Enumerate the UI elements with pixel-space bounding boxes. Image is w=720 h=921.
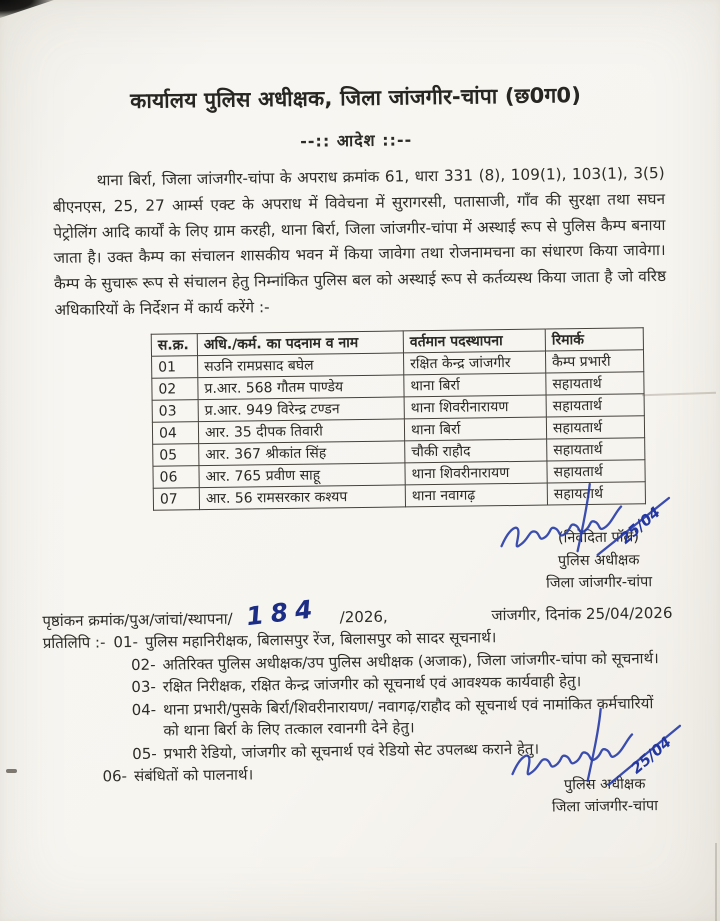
copy-item-number: 04-: [131, 700, 157, 719]
table-cell: सहायतार्थ: [547, 482, 645, 505]
table-cell: प्र.आर. 568 गौतम पाण्डेय: [198, 375, 404, 400]
signature-stroke: [587, 709, 602, 781]
endorsement-suffix: /2026,: [339, 607, 388, 627]
signatory-district: जिला जांजगीर-चांपा: [545, 574, 653, 592]
signatory-district: जिला जांजगीर-चांपा: [551, 797, 659, 816]
table-cell: 06: [153, 466, 199, 489]
table-cell: थाना शिवरीनारायण: [405, 461, 547, 485]
table-cell: 01: [152, 356, 198, 379]
table-cell: थाना बिर्रा: [404, 417, 546, 441]
table-cell: 03: [152, 400, 198, 423]
signature-date-note: 25/04: [616, 503, 664, 548]
signature-ink-lower: [502, 705, 708, 790]
endorsement-place-date: जांजगीर, दिनांक 25/04/2026: [491, 603, 673, 625]
table-cell: थाना शिवरीनारायण: [404, 395, 546, 419]
handwritten-dispatch-number: 184: [244, 593, 321, 632]
signature-date-note: 25/04: [627, 732, 675, 778]
table-cell: सहायतार्थ: [546, 394, 644, 417]
copy-item-text: रक्षित निरीक्षक, रक्षित केन्द्र जांजगीर को सूचनार्थ एवं आवश्यक कार्यवाही हेतु।: [162, 672, 582, 696]
office-letterhead-title: कार्यालय पुलिस अधीक्षक, जिला जांजगीर-चांपा (छ0ग0): [130, 83, 582, 113]
table-cell: थाना नवागढ़: [405, 483, 547, 507]
signature-ink-upper: [493, 482, 699, 561]
table-cell: थाना बिर्रा: [404, 373, 546, 397]
order-body-paragraph: थाना बिर्रा, जिला जांजगीर-चांपा के अपराध क्रमांक 61, धारा 331 (8), 109(1), 103(1), 3(5) बीएनएस, 25, 27 आर्म्स एक्ट के अपराध में विवेचना में सुरागरसी, पतासाजी, गाँव की सुरक्षा तथा सघन पेट्रोलिंग आदि कार्यों के लिए ग्राम करही, थाना बिर्रा, जिला जांजगीर-चांपा में अस्थाई रूप से पुलिस कैम्प बनाया जाता है। उक्त कैम्प का संचालन शासकीय भवन में किया जावेगा तथा रोजनामचना का संधारण किया जावेगा। कैम्प के सुचारू रूप से संचालन हेतु निम्नांकित पुलिस बल को अस्थाई रूप से कर्तव्यस्थ किया जाता है जो वरिष्ठ अधिकारियों के निर्देशन में कार्य करेंगे :-: [52, 163, 667, 319]
copy-item-text: प्रभारी रेडियो, जांजगीर को सूचनार्थ एवं रेडियो सेट उपलब्ध कराने हेतु।: [163, 739, 540, 763]
table-cell: कैम्प प्रभारी: [545, 350, 643, 373]
table-cell: आर. 367 श्रीकांत सिंह: [199, 441, 405, 466]
order-heading: --:: आदेश ::--: [300, 130, 413, 151]
table-cell: रक्षित केन्द्र जांजगीर: [403, 351, 545, 375]
table-cell: 05: [153, 444, 199, 467]
table-header-cell: रिमार्क: [545, 328, 643, 351]
signature-stroke: [577, 484, 591, 551]
table-cell: सहायतार्थ: [547, 460, 645, 483]
copy-item-number: 05-: [132, 744, 157, 763]
table-header-cell: वर्तमान पदस्थापना: [403, 329, 545, 353]
copy-item-number: 06-: [102, 767, 128, 786]
copy-item-number: 01-: [113, 632, 139, 652]
table-cell: सउनि रामप्रसाद बघेल: [198, 353, 404, 378]
table-cell: 02: [152, 378, 198, 401]
copy-list-label: प्रतिलिपि :-: [42, 633, 106, 653]
copy-item-number: 02-: [130, 655, 156, 674]
table-cell: आर. 35 दीपक तिवारी: [198, 419, 404, 444]
endorsement-prefix: पृष्ठांकन क्रमांक/पुअ/जांचां/स्थापना/: [42, 609, 233, 631]
table-cell: सहायतार्थ: [547, 438, 645, 461]
signatory-designation: पुलिस अधीक्षक: [557, 551, 640, 569]
copy-item-text: पुलिस महानिरीक्षक, बिलासपुर रेंज, बिलासपुर को सादर सूचनार्थ।: [144, 628, 497, 651]
table-cell: आर. 765 प्रवीण साहू: [199, 463, 405, 488]
signature-loops: [512, 734, 632, 774]
table-header-cell: स.क्र.: [151, 334, 197, 357]
copy-item-text: संबंधितों को पालनार्थ।: [133, 765, 254, 785]
table-cell: सहायतार्थ: [546, 416, 644, 439]
copy-item-text: अतिरिक्त पुलिस अधीक्षक/उप पुलिस अधीक्षक (अजाक), जिला जांजगीर-चांपा को सूचनार्थ।: [162, 648, 659, 674]
table-cell: आर. 56 रामसरकार कश्यप: [199, 485, 405, 510]
table-cell: प्र.आर. 949 विरेन्द्र टण्डन: [198, 397, 404, 422]
table-cell: 04: [152, 422, 198, 445]
signatory-name: (निवेदिता पॉल): [557, 529, 640, 547]
table-cell: सहायतार्थ: [546, 372, 644, 395]
table-header-cell: अधि./कर्म. का पदनाम व नाम: [197, 331, 403, 356]
table-cell: चौकी राहौद: [405, 439, 547, 463]
copy-item-text: थाना प्रभारी/पुसके बिर्रा/शिवरीनारायण/ नवागढ़/राहौद को सूचनार्थ एवं नामांकित कर्मचारियों को थाना बिर्रा के लिए तत्काल रवानगी देने हेतु।: [163, 693, 654, 740]
copy-item-number: 03-: [131, 677, 156, 697]
signature-loops: [501, 507, 621, 547]
signatory-designation: पुलिस अधीक्षक: [563, 776, 646, 794]
table-cell: 07: [153, 488, 199, 511]
